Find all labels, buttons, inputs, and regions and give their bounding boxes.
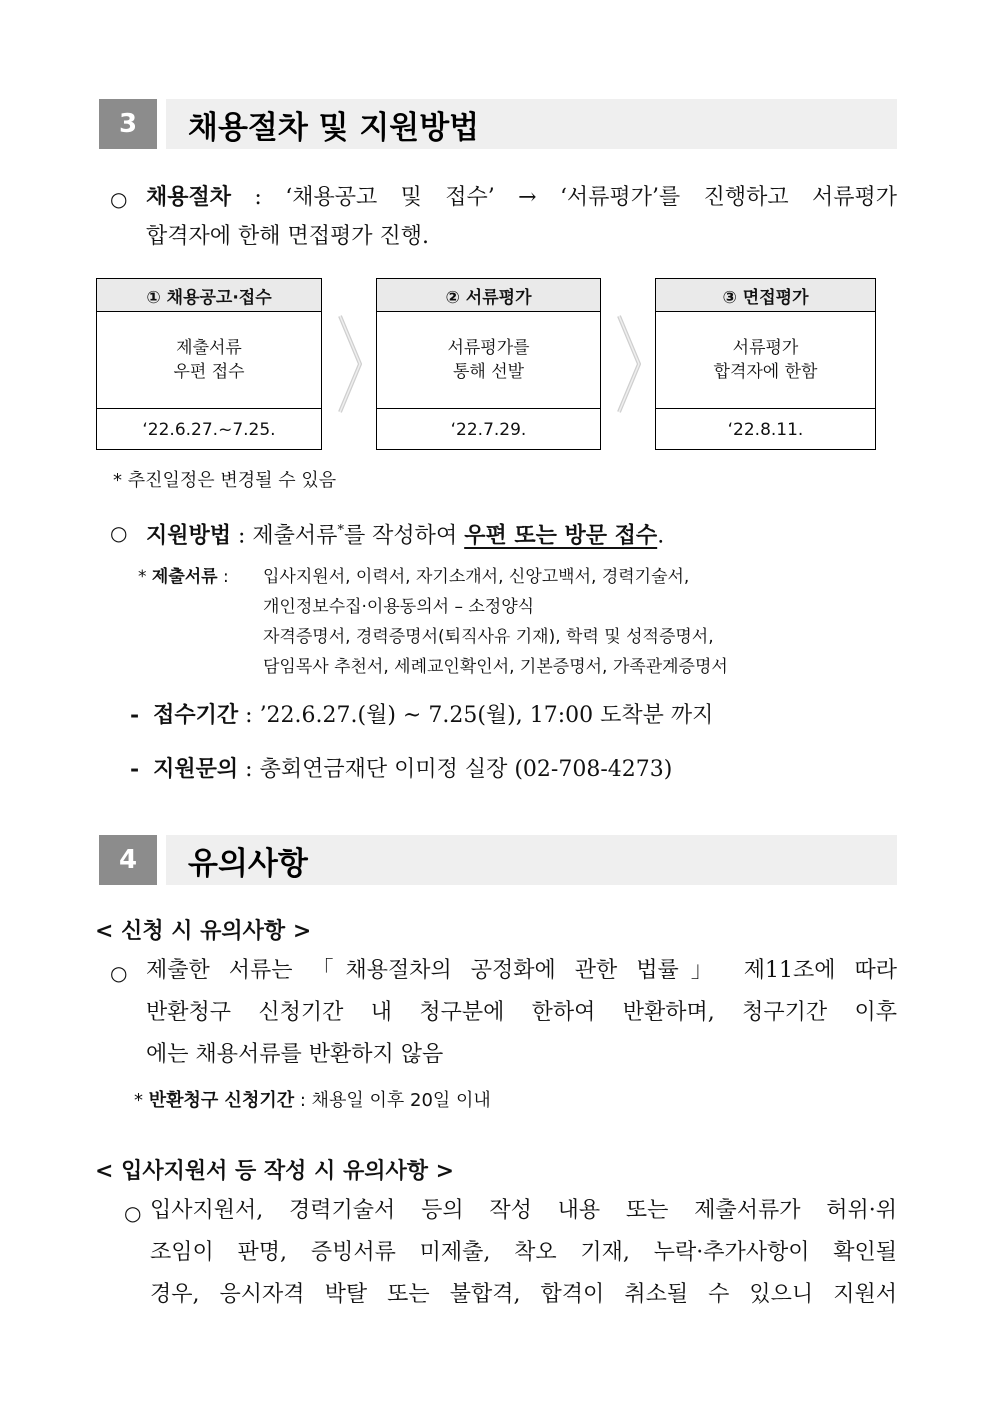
sub-heading: < 입사지원서 등 작성 시 유의사항 > xyxy=(95,1158,455,1184)
sub1-line: 제출한 서류는 「채용절차의 공정화에 관한 법률」 제11조에 따라 xyxy=(146,958,897,983)
flow-step-date: ‘22.6.27.~7.25. xyxy=(142,420,276,440)
flow-step-header: ② 서류평가 xyxy=(377,279,600,312)
procedure-line1: 채용절차 : ‘채용공고 및 접수’ → ‘서류평가’를 진행하고 서류평가 xyxy=(146,184,897,210)
documents-list xyxy=(263,562,883,682)
apply-line: 지원방법 : 제출서류*를 작성하여 우편 또는 방문 접수. xyxy=(146,522,665,549)
documents-line: 개인정보수집·이용동의서 – 소정양식 xyxy=(263,597,535,617)
apply-emphasis: 우편 또는 방문 접수 xyxy=(464,522,658,549)
chevron-right-icon xyxy=(617,314,641,414)
sub1-line: 에는 채용서류를 반환하지 않음 xyxy=(146,1042,444,1067)
documents-label-row: * 제출서류 : xyxy=(138,567,229,587)
sub2-line: 조임이 판명, 증빙서류 미제출, 착오 기재, 누락·추가사항이 확인될 xyxy=(150,1240,897,1265)
sub1-line: 반환청구 신청기간 내 청구분에 한하여 반환하며, 청구기간 이후 xyxy=(146,1000,897,1025)
documents-line: 자격증명서, 경력증명서(퇴직사유 기재), 학력 및 성적증명서, xyxy=(263,627,714,647)
period-text: ’22.6.27.(월) ~ 7.25(월), 17:00 도착분 까지 xyxy=(259,703,714,728)
flow-step-3 xyxy=(655,278,876,450)
schedule-note: * 추진일정은 변경될 수 있음 xyxy=(113,470,337,491)
footnote-star: * xyxy=(337,523,344,538)
flow-step-body: 서류평가를 xyxy=(447,338,530,358)
section-title: 채용절차 및 지원방법 xyxy=(166,99,897,149)
documents-line: 입사지원서, 이력서, 자기소개서, 신앙고백서, 경력기술서, xyxy=(263,567,690,587)
sub1-paragraph xyxy=(146,950,897,1076)
flow-step-header: ① 채용공고·접수 xyxy=(97,279,321,312)
flow-step-body: 서류평가 xyxy=(732,338,799,358)
flow-step-date: ‘22.8.11. xyxy=(727,420,804,440)
procedure-label: 채용절차 xyxy=(146,184,232,210)
documents-label: 제출서류 xyxy=(151,567,218,587)
bullet-apply: ○ xyxy=(110,521,128,545)
inquiry-label: 지원문의 xyxy=(153,756,239,782)
bullet-sub2: ○ xyxy=(124,1201,142,1225)
period-label: 접수기간 xyxy=(153,702,239,728)
flow-step-header: ③ 면접평가 xyxy=(656,279,875,312)
documents-line: 담임목사 추천서, 세례교인확인서, 기본증명서, 가족관계증명서 xyxy=(263,657,728,677)
apply-label: 지원방법 xyxy=(146,522,232,549)
inquiry-text: 총회연금재단 이미정 실장 (02-708-4273) xyxy=(259,757,673,782)
flow-step-body: 합격자에 한함 xyxy=(713,362,818,382)
chevron-right-icon xyxy=(338,314,362,414)
sub2-line: 경우, 응시자격 박탈 또는 불합격, 합격이 취소될 수 있으니 지원서 xyxy=(150,1282,897,1307)
bullet-procedure: ○ xyxy=(110,187,128,211)
flow-step-2 xyxy=(376,278,601,450)
sub2-line: 입사지원서, 경력기술서 등의 작성 내용 또는 제출서류가 허위·위 xyxy=(150,1198,897,1223)
inquiry-line: - 지원문의 : 총회연금재단 이미정 실장 (02-708-4273) xyxy=(130,756,673,782)
sub2-paragraph xyxy=(150,1190,897,1316)
sub-heading: < 신청 시 유의사항 > xyxy=(95,918,312,944)
section-number: 4 xyxy=(99,835,157,885)
procedure-text: ‘채용공고 및 접수’ → ‘서류평가’를 진행하고 서류평가 xyxy=(285,185,897,210)
flow-step-body: 제출서류 xyxy=(176,338,242,358)
flow-step-body: 우편 접수 xyxy=(173,362,245,382)
return-note-label: 반환청구 신청기간 xyxy=(148,1090,295,1111)
bullet-sub1: ○ xyxy=(110,961,128,985)
period-line: - 접수기간 : ’22.6.27.(월) ~ 7.25(월), 17:00 도착분 까지 xyxy=(130,702,714,728)
section-number: 3 xyxy=(99,99,157,149)
flow-step-date: ‘22.7.29. xyxy=(450,420,527,440)
return-note: * 반환청구 신청기간 : 채용일 이후 20일 이내 xyxy=(134,1090,491,1111)
flow-step-1 xyxy=(96,278,322,450)
flow-step-body: 통해 선발 xyxy=(452,362,525,382)
procedure-line2: 합격자에 한해 면접평가 진행. xyxy=(146,224,429,249)
section-title: 유의사항 xyxy=(166,835,897,885)
